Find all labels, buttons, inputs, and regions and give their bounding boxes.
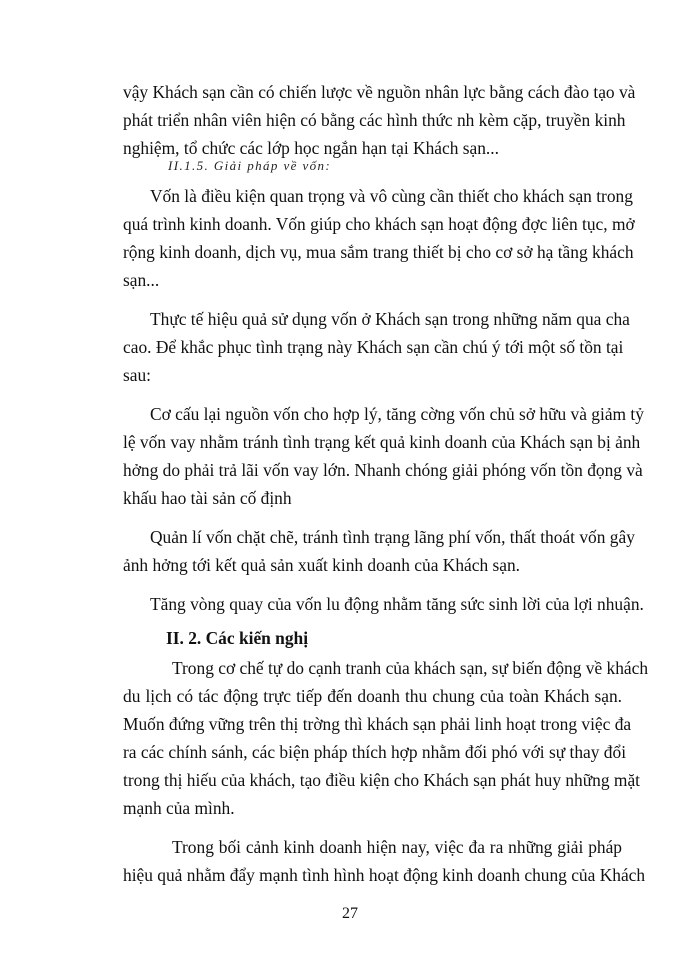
text-line: trong thị hiếu của khách, tạo điều kiện cho Khách sạn phát huy những mặt <box>123 770 640 790</box>
text-line: hiệu quả nhằm đẩy mạnh tình hình hoạt động kinh doanh chung của Khách <box>123 865 646 885</box>
section-heading: II. 2. Các kiến nghị <box>166 628 309 648</box>
text-line: phát triển nhân viên hiện có bằng các hình thức nh kèm cặp, truyền kinh <box>123 110 626 130</box>
text-line: Thực tế hiệu quả sử dụng vốn ở Khách sạn trong những năm qua cha <box>150 309 630 329</box>
text-line: khấu hao tài sản cố định <box>123 488 292 508</box>
text-line: Trong cơ chế tự do cạnh tranh của khách sạn, sự biến động về khách <box>172 658 649 678</box>
page-number: 27 <box>342 905 358 922</box>
text-line: Muốn đứng vững trên thị trờng thì khách sạn phải linh hoạt trong việc đa <box>123 714 632 734</box>
text-line: mạnh của mình. <box>123 798 235 818</box>
text-line: Tăng vòng quay của vốn lu động nhằm tăng sức sinh lời của lợi nhuận. <box>150 594 644 614</box>
text-line: nghiệm, tổ chức các lớp học ngắn hạn tại Khách sạn... <box>123 138 499 158</box>
text-line: Quản lí vốn chặt chẽ, tránh tình trạng lãng phí vốn, thất thoát vốn gây <box>150 527 635 547</box>
section-subheading: II.1.5. Giải pháp về vốn: <box>168 158 332 173</box>
text-line: ra các chính sánh, các biện pháp thích hợp nhằm đối phó với sự thay đổi <box>123 742 627 762</box>
text-line: hởng do phải trả lãi vốn vay lớn. Nhanh chóng giải phóng vốn tồn đọng và <box>123 460 643 480</box>
text-line: lệ vốn vay nhằm tránh tình trạng kết quả kinh doanh của Khách sạn bị ảnh <box>123 432 641 452</box>
text-line: rộng kinh doanh, dịch vụ, mua sắm trang thiết bị cho cơ sở hạ tầng khách <box>123 242 634 262</box>
text-line: Cơ cấu lại nguồn vốn cho hợp lý, tăng cờng vốn chủ sở hữu và giảm tỷ <box>150 404 644 424</box>
text-line: Vốn là điều kiện quan trọng và vô cùng cần thiết cho khách sạn trong <box>150 186 633 206</box>
text-line: Trong bối cảnh kinh doanh hiện nay, việc đa ra những giải pháp <box>172 837 622 857</box>
text-line: vậy Khách sạn cần có chiến lược về nguồn nhân lực bằng cách đào tạo và <box>123 82 636 102</box>
text-line: sạn... <box>123 270 160 290</box>
text-line: cao. Để khắc phục tình trạng này Khách sạn cần chú ý tới một số tồn tại <box>123 337 624 357</box>
text-line: quá trình kinh doanh. Vốn giúp cho khách sạn hoạt động đợc liên tục, mở <box>123 214 635 234</box>
text-line: ảnh hởng tới kết quả sản xuất kinh doanh của Khách sạn. <box>123 555 521 575</box>
text-line: sau: <box>123 365 152 385</box>
text-line: du lịch có tác động trực tiếp đến doanh thu chung của toàn Khách sạn. <box>123 686 622 706</box>
